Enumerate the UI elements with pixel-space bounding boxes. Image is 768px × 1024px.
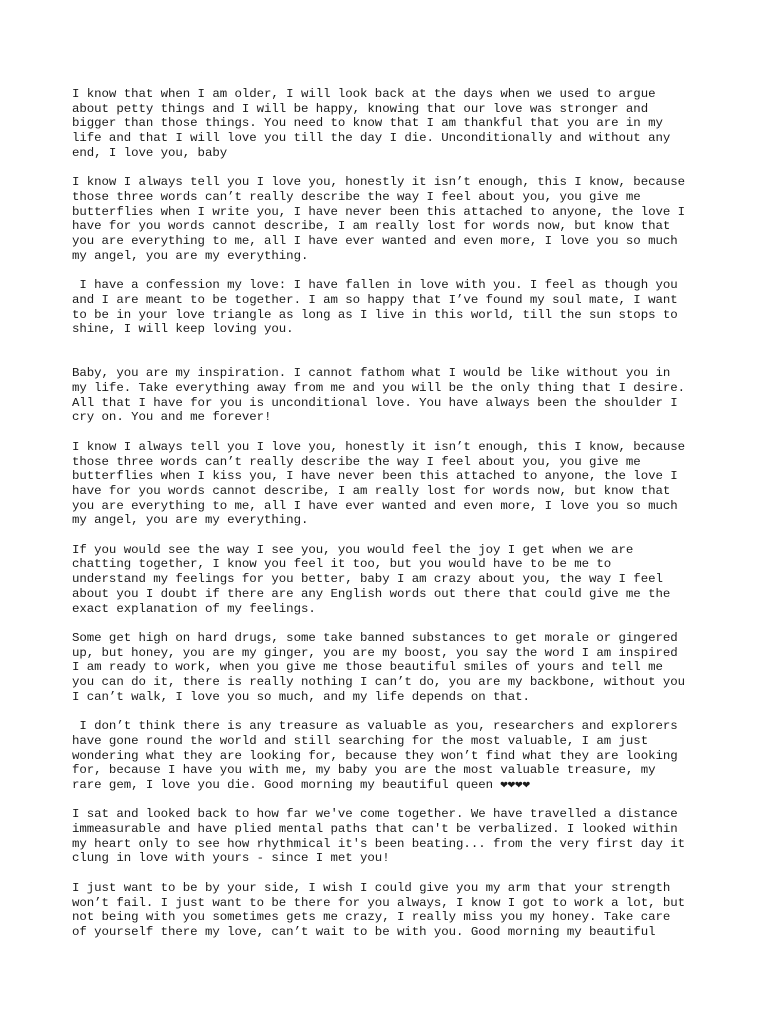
paragraph-9: I sat and looked back to how far we've come together. We have travelled a distance immeasurable and have plied mental paths that can't be verbalized. I looked within my heart only to see how rhythmical it's been beating... from the very first day it clung in love with yours - since I met you! bbox=[72, 807, 686, 866]
paragraph-7: Some get high on hard drugs, some take banned substances to get morale or gingered up, but honey, you are my ginger, you are my boost, you say the word I am inspired I am ready to work, when you give me those beautiful smiles of yours and tell me you can do it, there is really nothing I can’t do, you are my backbone, without you I can’t walk, I love you so much, and my life depends on that. bbox=[72, 630, 686, 704]
paragraph-5: I know I always tell you I love you, honestly it isn’t enough, this I know, because those three words can’t really describe the way I feel about you, you give me butterflies when I kiss you, I have never been this attached to anyone, the love I have for you words cannot describe, I am really lost for words now, but know that you are everything to me, all I have ever wanted and even more, I love you so much my angel, you are my everything. bbox=[72, 439, 686, 528]
paragraph-2: I know I always tell you I love you, honestly it isn’t enough, this I know, because those three words can’t really describe the way I feel about you, you give me butterflies when I write you, I have never been this attached to anyone, the love I have for you words cannot describe, I am really lost for words now, but know that you are everything to me, all I have ever wanted and even more, I love you so much my angel, you are my everything. bbox=[72, 175, 686, 263]
paragraph-4: Baby, you are my inspiration. I cannot fathom what I would be like without you in my life. Take everything away from me and you will be the only thing that I desire. All that I have for you is unconditional love. You have always been the shoulder I cry on. You and me forever! bbox=[72, 366, 686, 425]
paragraph-10: I just want to be by your side, I wish I could give you my arm that your strength won’t fail. I just want to be there for you always, I know I got to work a lot, but not being with you sometimes gets me crazy, I really miss you my honey. Take care of yourself there my love, can’t wait to be with you. Good morning my beautiful bbox=[72, 880, 686, 939]
paragraph-8: I don’t think there is any treasure as valuable as you, researchers and explorers have gone round the world and still searching for the most valuable, I am just wondering what they are looking for, because they won’t find what they are looking for, because I have you with me, my baby you are the most valuable treasure, my rare gem, I love you die. Good morning my beautiful queen ❤❤❤❤ bbox=[72, 719, 678, 792]
paragraph-6: If you would see the way I see you, you would feel the joy I get when we are chatting together, I know you feel it too, but you would have to be me to understand my feelings for you better, baby I am crazy about you, the way I feel about you I doubt if there are any English words out there that could give me the exact explanation of my feelings. bbox=[72, 542, 671, 616]
paragraph-1: I know that when I am older, I will look back at the days when we used to argue about petty things and I will be happy, knowing that our love was stronger and bigger than those things. You need to know that I am thankful that you are in my life and that I will love you till the day I die. Unconditionally and without any end, I love you, baby bbox=[72, 87, 671, 160]
paragraph-3: I have a confession my love: I have fallen in love with you. I feel as though you and I are meant to be together. I am so happy that I’ve found my soul mate, I want to be in your love triangle as long as I live in this world, till the sun stops to shine, I will keep loving you. bbox=[72, 278, 678, 337]
document-body bbox=[72, 87, 712, 954]
